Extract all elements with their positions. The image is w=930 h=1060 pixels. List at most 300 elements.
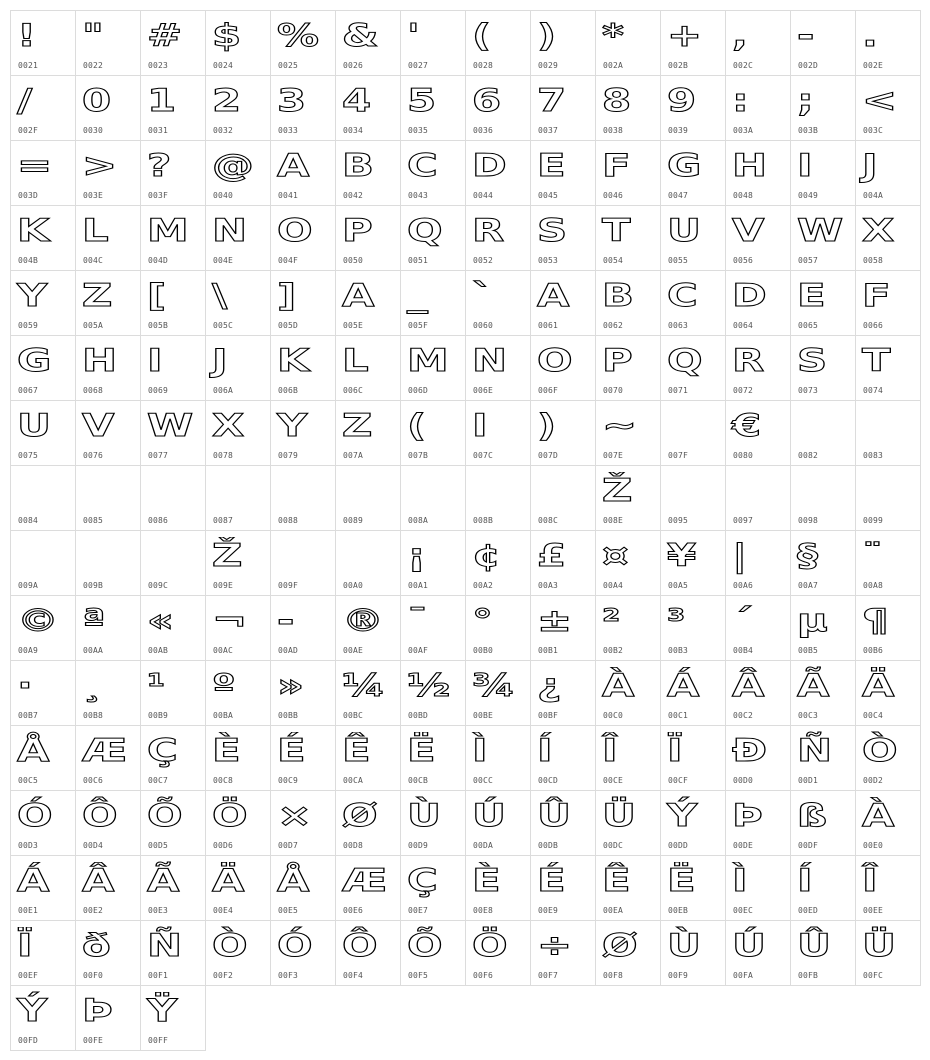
glyph-code: 00C6: [83, 776, 104, 785]
glyph-cell: [791, 271, 856, 336]
glyph-code: 0062: [603, 321, 624, 330]
glyph-char: 5: [407, 82, 437, 119]
glyph-code: 0057: [798, 256, 819, 265]
glyph-char: Ä: [862, 667, 895, 704]
glyph-code: 0034: [343, 126, 364, 135]
glyph-code: 0069: [148, 386, 169, 395]
glyph-char: Å: [277, 862, 310, 899]
glyph-char: 3: [277, 82, 307, 119]
glyph-char: É: [537, 862, 566, 899]
glyph-cell: [141, 401, 206, 466]
glyph-code: 002E: [863, 61, 884, 70]
glyph-char: I: [472, 407, 488, 444]
glyph-code: 00CB: [408, 776, 429, 785]
glyph-code: 00BE: [473, 711, 494, 720]
glyph-cell: [11, 271, 76, 336]
glyph-cell: [856, 11, 921, 76]
glyph-char: Ý: [667, 797, 698, 834]
glyph-code: 00B3: [668, 646, 689, 655]
glyph-char: R: [472, 212, 505, 249]
glyph-code: 00E4: [213, 906, 234, 915]
glyph-cell: [856, 791, 921, 856]
glyph-char: H: [82, 342, 118, 379]
glyph-cell: [856, 661, 921, 726]
glyph-cell: [661, 206, 726, 271]
glyph-cell: [336, 921, 401, 986]
glyph-code: 00AA: [83, 646, 104, 655]
glyph-cell: [791, 401, 856, 466]
glyph-code: 00C2: [733, 711, 754, 720]
glyph-char: ]: [277, 277, 297, 314]
glyph-cell: [271, 856, 336, 921]
glyph-char: P: [342, 212, 373, 249]
glyph-char: *: [602, 17, 624, 54]
glyph-code: 00CD: [538, 776, 559, 785]
glyph-char: 1: [147, 82, 177, 119]
glyph-cell: [11, 531, 76, 596]
glyph-cell: [791, 531, 856, 596]
glyph-char: P: [602, 342, 633, 379]
glyph-code: 0080: [733, 451, 754, 460]
glyph-code: 00D6: [213, 841, 234, 850]
glyph-char: Ú: [472, 797, 507, 834]
glyph-code: 00E9: [538, 906, 559, 915]
glyph-code: 00D0: [733, 776, 754, 785]
glyph-cell: [206, 466, 271, 531]
glyph-code: 004E: [213, 256, 234, 265]
glyph-code: 009B: [83, 581, 104, 590]
glyph-char: ±: [537, 602, 573, 639]
glyph-code: 00C3: [798, 711, 819, 720]
glyph-cell: [791, 206, 856, 271]
glyph-cell: [531, 336, 596, 401]
glyph-code: 00BB: [278, 711, 299, 720]
glyph-cell: [531, 141, 596, 206]
glyph-code: 0070: [603, 386, 624, 395]
glyph-code: 00EB: [668, 906, 689, 915]
glyph-cell: [76, 466, 141, 531]
glyph-char: =: [17, 147, 53, 184]
glyph-code: 00B7: [18, 711, 39, 720]
glyph-char: Û: [797, 927, 832, 964]
glyph-char: R: [732, 342, 765, 379]
glyph-char: Z: [82, 277, 113, 314]
glyph-cell: [401, 856, 466, 921]
glyph-code: 0052: [473, 256, 494, 265]
glyph-cell: [141, 726, 206, 791]
glyph-code: 006B: [278, 386, 299, 395]
glyph-code: 0031: [148, 126, 169, 135]
glyph-cell: [661, 76, 726, 141]
glyph-char: È: [212, 732, 241, 769]
glyph-char: [537, 470, 596, 512]
glyph-char: Ç: [147, 732, 178, 769]
glyph-code: 0032: [213, 126, 234, 135]
glyph-char: W: [797, 212, 844, 249]
glyph-char: Ú: [732, 927, 767, 964]
glyph-cell: [271, 401, 336, 466]
glyph-code: 00BA: [213, 711, 234, 720]
glyph-cell: [466, 401, 531, 466]
glyph-code: 009E: [213, 581, 234, 590]
glyph-cell: [401, 206, 466, 271]
glyph-code: 004A: [863, 191, 884, 200]
glyph-char: Ü: [602, 797, 637, 834]
glyph-char: ?: [147, 147, 172, 184]
glyph-cell: [271, 921, 336, 986]
glyph-cell: [791, 141, 856, 206]
glyph-char: À: [862, 797, 895, 834]
glyph-cell: [336, 271, 401, 336]
glyph-cell: [726, 856, 791, 921]
glyph-cell: [661, 11, 726, 76]
glyph-char: [797, 405, 856, 447]
glyph-code: 0075: [18, 451, 39, 460]
glyph-cell: [661, 856, 726, 921]
glyph-code: 00F4: [343, 971, 364, 980]
glyph-char: Ï: [17, 927, 33, 964]
glyph-code: 00D1: [798, 776, 819, 785]
glyph-code: 00F6: [473, 971, 494, 980]
glyph-cell: [141, 986, 206, 1051]
glyph-char: J: [862, 147, 878, 184]
glyph-code: 0035: [408, 126, 429, 135]
glyph-cell: [401, 141, 466, 206]
glyph-char: Ê: [342, 732, 371, 769]
glyph-cell: [11, 596, 76, 661]
glyph-char: ;: [797, 82, 814, 119]
glyph-code: 0046: [603, 191, 624, 200]
glyph-char: ": [82, 17, 104, 54]
glyph-code: 00BC: [343, 711, 364, 720]
glyph-code: 00E8: [473, 906, 494, 915]
glyph-code: 0042: [343, 191, 364, 200]
glyph-cell: [856, 856, 921, 921]
glyph-char: »: [277, 667, 305, 704]
glyph-code: 0089: [343, 516, 364, 525]
glyph-char: Í: [797, 862, 813, 899]
glyph-cell: [336, 206, 401, 271]
glyph-code: 00DE: [733, 841, 754, 850]
glyph-code: 00BF: [538, 711, 559, 720]
glyph-cell: [726, 466, 791, 531]
glyph-cell: [726, 141, 791, 206]
glyph-code: 0028: [473, 61, 494, 70]
glyph-code: 00D2: [863, 776, 884, 785]
glyph-cell: [856, 596, 921, 661]
glyph-char: Á: [17, 862, 50, 899]
glyph-char: Ó: [277, 927, 313, 964]
glyph-cell: [76, 271, 141, 336]
glyph-cell: [11, 921, 76, 986]
glyph-char: %: [277, 17, 319, 54]
glyph-cell: [726, 921, 791, 986]
glyph-cell: [661, 726, 726, 791]
glyph-cell: [726, 271, 791, 336]
glyph-char: §: [797, 537, 818, 574]
glyph-code: 00BD: [408, 711, 429, 720]
glyph-cell: [336, 11, 401, 76]
glyph-char: Ë: [667, 862, 696, 899]
glyph-code: 0067: [18, 386, 39, 395]
glyph-char: J: [212, 342, 228, 379]
glyph-code: 00AC: [213, 646, 234, 655]
glyph-cell: [661, 921, 726, 986]
glyph-cell: [271, 596, 336, 661]
glyph-char: A: [277, 147, 310, 184]
glyph-cell: [11, 206, 76, 271]
glyph-cell: [531, 11, 596, 76]
glyph-char: [862, 470, 921, 512]
glyph-char: Ë: [407, 732, 436, 769]
glyph-cell: [141, 466, 206, 531]
glyph-char: €: [732, 407, 762, 444]
glyph-char: ¢: [472, 537, 502, 574]
glyph-char: [667, 470, 726, 512]
glyph-code: 006C: [343, 386, 364, 395]
glyph-code: 00A0: [343, 581, 364, 590]
glyph-char: Q: [667, 342, 703, 379]
glyph-code: 009C: [148, 581, 169, 590]
glyph-cell: [531, 856, 596, 921]
glyph-code: 007E: [603, 451, 624, 460]
glyph-cell: [466, 856, 531, 921]
glyph-code: 00D3: [18, 841, 39, 850]
glyph-cell: [271, 76, 336, 141]
glyph-code: 00C5: [18, 776, 39, 785]
glyph-cell: [401, 726, 466, 791]
glyph-cell: [11, 401, 76, 466]
glyph-cell: [661, 531, 726, 596]
glyph-code: 00AB: [148, 646, 169, 655]
glyph-cell: [336, 791, 401, 856]
glyph-cell: [856, 76, 921, 141]
glyph-char: Z: [342, 407, 373, 444]
glyph-cell: [531, 596, 596, 661]
glyph-code: 00F9: [668, 971, 689, 980]
glyph-cell: [596, 791, 661, 856]
glyph-code: 005C: [213, 321, 234, 330]
glyph-cell: [336, 661, 401, 726]
glyph-cell: [76, 11, 141, 76]
glyph-char: Ü: [862, 927, 897, 964]
glyph-code: 00DC: [603, 841, 624, 850]
glyph-code: 004D: [148, 256, 169, 265]
glyph-char: M: [147, 212, 189, 249]
glyph-char: Ä: [212, 862, 245, 899]
glyph-char: Ò: [212, 927, 248, 964]
glyph-cell: [141, 661, 206, 726]
glyph-code: 00A3: [538, 581, 559, 590]
glyph-code: 005B: [148, 321, 169, 330]
glyph-cell: [271, 466, 336, 531]
glyph-char: A: [342, 277, 375, 314]
glyph-char: !: [17, 17, 37, 54]
glyph-char: H: [732, 147, 768, 184]
glyph-code: 008E: [603, 516, 624, 525]
glyph-cell: [271, 726, 336, 791]
glyph-char: Ç: [407, 862, 438, 899]
glyph-code: 0039: [668, 126, 689, 135]
glyph-cell: [141, 531, 206, 596]
glyph-char: ´: [732, 602, 753, 639]
glyph-cell: [726, 531, 791, 596]
glyph-char: ¶: [862, 602, 889, 639]
glyph-char: Ì: [732, 862, 748, 899]
glyph-cell: [401, 336, 466, 401]
glyph-cell: [76, 141, 141, 206]
glyph-char: ): [537, 17, 557, 54]
glyph-code: 00A7: [798, 581, 819, 590]
glyph-code: 0064: [733, 321, 754, 330]
glyph-cell: [531, 76, 596, 141]
glyph-cell: [856, 401, 921, 466]
glyph-code: 00CE: [603, 776, 624, 785]
glyph-code: 0048: [733, 191, 754, 200]
glyph-code: 005D: [278, 321, 299, 330]
glyph-char: «: [147, 602, 175, 639]
glyph-code: 0098: [798, 516, 819, 525]
glyph-cell: [791, 11, 856, 76]
glyph-char: Ñ: [147, 927, 183, 964]
glyph-code: 0047: [668, 191, 689, 200]
glyph-code: 0095: [668, 516, 689, 525]
glyph-char: ,: [732, 17, 748, 54]
glyph-char: [342, 535, 401, 577]
glyph-code: 007F: [668, 451, 689, 460]
glyph-char: ·: [17, 667, 33, 704]
glyph-code: 0041: [278, 191, 299, 200]
glyph-char: C: [407, 147, 438, 184]
glyph-char: ¸: [82, 667, 103, 704]
glyph-code: 00DF: [798, 841, 819, 850]
glyph-code: 0024: [213, 61, 234, 70]
glyph-code: 00F2: [213, 971, 234, 980]
glyph-char: Þ: [732, 797, 763, 834]
glyph-char: Ø: [342, 797, 378, 834]
glyph-char: _: [407, 277, 428, 314]
glyph-cell: [206, 921, 271, 986]
glyph-code: 0030: [83, 126, 104, 135]
glyph-cell: [726, 596, 791, 661]
glyph-cell: [531, 466, 596, 531]
glyph-char: Ï: [667, 732, 683, 769]
glyph-cell: [661, 271, 726, 336]
glyph-char: E: [537, 147, 566, 184]
glyph-cell: [856, 921, 921, 986]
glyph-char: [17, 535, 76, 577]
glyph-code: 002F: [18, 126, 39, 135]
glyph-cell: [661, 596, 726, 661]
glyph-code: 00A9: [18, 646, 39, 655]
glyph-cell: [401, 791, 466, 856]
glyph-char: `: [472, 277, 493, 314]
glyph-code: 0040: [213, 191, 234, 200]
glyph-cell: [466, 11, 531, 76]
glyph-char: ß: [797, 797, 828, 834]
glyph-code: 0043: [408, 191, 429, 200]
glyph-cell: [271, 206, 336, 271]
glyph-cell: [466, 596, 531, 661]
glyph-cell: [401, 401, 466, 466]
glyph-cell: [531, 726, 596, 791]
glyph-cell: [531, 401, 596, 466]
glyph-cell: [141, 76, 206, 141]
glyph-code: 002D: [798, 61, 819, 70]
glyph-cell: [141, 336, 206, 401]
glyph-cell: [206, 596, 271, 661]
glyph-char: &: [342, 17, 379, 54]
glyph-cell: [11, 466, 76, 531]
glyph-code: 0026: [343, 61, 364, 70]
glyph-cell: [466, 726, 531, 791]
glyph-code: 0038: [603, 126, 624, 135]
glyph-char: +: [667, 17, 703, 54]
glyph-char: ¹: [147, 667, 166, 704]
glyph-char: Ÿ: [147, 992, 178, 1029]
glyph-char: Î: [862, 862, 878, 899]
glyph-char: 2: [212, 82, 242, 119]
glyph-cell: [271, 141, 336, 206]
glyph-code: 005F: [408, 321, 429, 330]
glyph-char: F: [862, 277, 891, 314]
glyph-code: 0050: [343, 256, 364, 265]
glyph-char: [407, 470, 466, 512]
glyph-char: >: [82, 147, 118, 184]
glyph-char: Â: [732, 667, 765, 704]
glyph-code: 003A: [733, 126, 754, 135]
glyph-char: W: [147, 407, 194, 444]
glyph-code: 009A: [18, 581, 39, 590]
glyph-cell: [336, 856, 401, 921]
glyph-code: 00F0: [83, 971, 104, 980]
glyph-char: 8: [602, 82, 632, 119]
glyph-cell: [11, 726, 76, 791]
glyph-code: 006F: [538, 386, 559, 395]
glyph-char: Ô: [342, 927, 378, 964]
glyph-code: 0044: [473, 191, 494, 200]
glyph-char: Y: [17, 277, 48, 314]
glyph-cell: [401, 531, 466, 596]
glyph-code: 002C: [733, 61, 754, 70]
glyph-char: #: [147, 17, 183, 54]
glyph-cell: [596, 596, 661, 661]
glyph-cell: [206, 661, 271, 726]
glyph-cell: [661, 466, 726, 531]
glyph-cell: [596, 76, 661, 141]
glyph-char: ¨: [862, 537, 883, 574]
glyph-cell: [141, 596, 206, 661]
glyph-code: 00E3: [148, 906, 169, 915]
glyph-code: 002A: [603, 61, 624, 70]
glyph-code: 0045: [538, 191, 559, 200]
glyph-cell: [401, 921, 466, 986]
glyph-code: 00AF: [408, 646, 429, 655]
glyph-code: 00A8: [863, 581, 884, 590]
glyph-char: É: [277, 732, 306, 769]
glyph-cell: [726, 11, 791, 76]
glyph-char: Í: [537, 732, 553, 769]
glyph-code: 00B8: [83, 711, 104, 720]
glyph-cell: [466, 791, 531, 856]
glyph-cell: [466, 271, 531, 336]
glyph-cell: [336, 726, 401, 791]
glyph-code: 0079: [278, 451, 299, 460]
glyph-code: 002B: [668, 61, 689, 70]
glyph-cell: [856, 726, 921, 791]
glyph-char: L: [342, 342, 369, 379]
glyph-cell: [661, 336, 726, 401]
